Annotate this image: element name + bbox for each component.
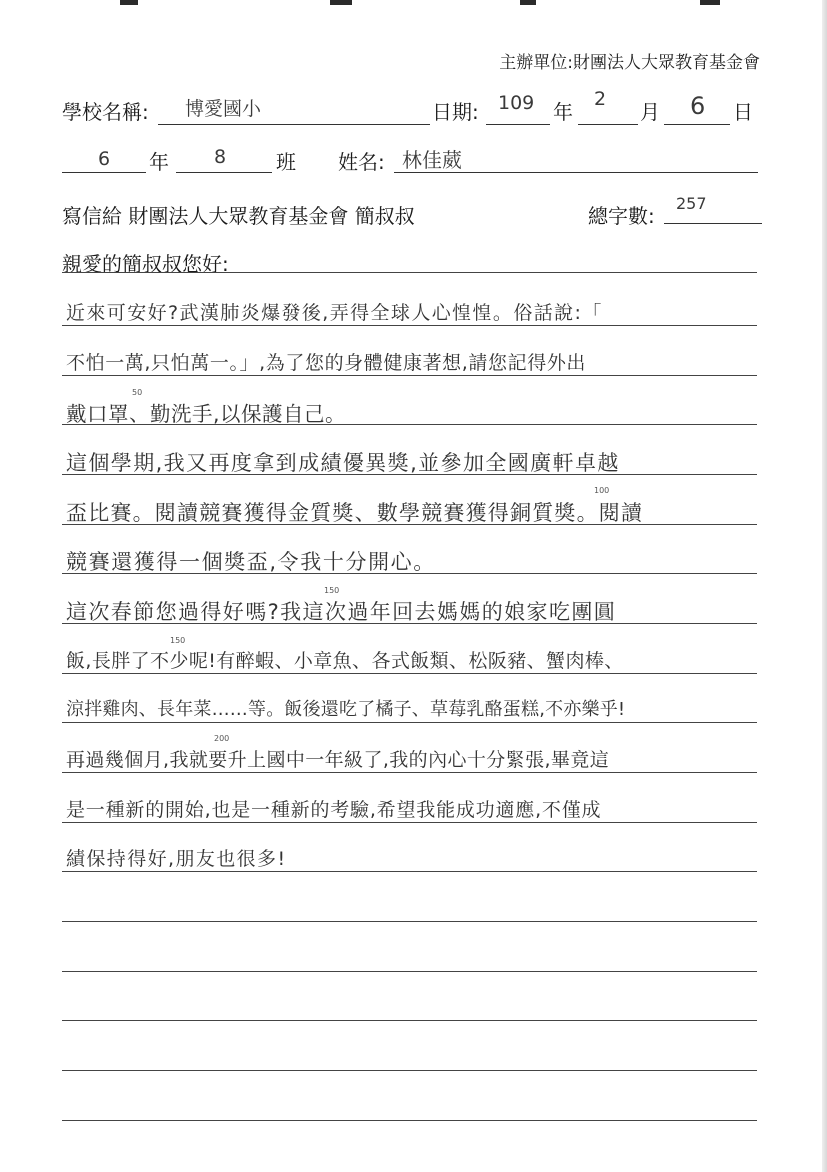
- year-value: 109: [498, 92, 535, 114]
- date-label: 日期:: [432, 100, 479, 124]
- class-value: 8: [214, 146, 227, 168]
- letter-line: 不怕一萬,只怕萬一。」,為了您的身體健康著想,請您記得外出: [66, 352, 587, 374]
- wordcount-underline: [664, 223, 762, 224]
- recipient-line: 寫信給 財團法人大眾教育基金會 簡叔叔: [62, 204, 415, 228]
- school-value: 博愛國小: [185, 98, 262, 120]
- count-mark: 100: [594, 486, 610, 495]
- ruled-line: [62, 971, 757, 972]
- letter-line: 這個學期,我又再度拿到成績優異獎,並參加全國廣軒卓越: [66, 451, 620, 475]
- year-underline: [486, 124, 550, 125]
- letter-line: 戴口罩、勤洗手,以保護自己。: [66, 402, 347, 426]
- grade-underline: [62, 172, 146, 173]
- month-value: 2: [594, 88, 607, 110]
- ruled-line: [62, 325, 757, 326]
- ruled-line: [62, 871, 757, 872]
- letter-line: 盃比賽。閱讀競賽獲得金質獎、數學競賽獲得銅質獎。閱讀: [66, 501, 644, 525]
- school-label: 學校名稱:: [62, 100, 149, 124]
- day-label: 日: [733, 100, 753, 124]
- ruled-line: [62, 1020, 757, 1021]
- ruled-line: [62, 722, 757, 723]
- day-value: 6: [690, 92, 706, 120]
- ruled-line: [62, 375, 757, 376]
- count-mark: 150: [170, 636, 186, 645]
- ruled-line: [62, 673, 757, 674]
- count-mark: 50: [132, 388, 143, 397]
- school-underline: [158, 124, 430, 125]
- count-mark: 200: [214, 734, 230, 743]
- scan-border: [0, 0, 827, 6]
- letter-line: 這次春節您過得好嗎?我這次過年回去媽媽的娘家吃團圓: [66, 600, 617, 624]
- ruled-line: [62, 921, 757, 922]
- scan-edge: [822, 0, 827, 1172]
- letter-line: 飯,長胖了不少呢!有醉蝦、小章魚、各式飯類、松阪豬、蟹肉棒、: [66, 650, 624, 672]
- count-mark: 150: [324, 586, 340, 595]
- letter-line: 競賽還獲得一個獎盃,令我十分開心。: [66, 550, 436, 574]
- class-underline: [176, 172, 272, 173]
- greeting-rule: [62, 272, 757, 273]
- organizer-label: 主辦單位:財團法人大眾教育基金會: [499, 53, 760, 73]
- letter-line: 績保持得好,朋友也很多!: [66, 848, 287, 870]
- letter-line: 近來可安好?武漢肺炎爆發後,弄得全球人心惶惶。俗話說:「: [66, 302, 603, 324]
- class-label: 班: [276, 150, 296, 174]
- wordcount-value: 257: [676, 194, 707, 213]
- grade-value: 6: [98, 148, 111, 170]
- month-label: 月: [640, 100, 660, 124]
- greeting: 親愛的簡叔叔您好:: [62, 252, 229, 276]
- year-label: 年: [553, 100, 573, 124]
- letter-line: 涼拌雞肉、長年菜……等。飯後還吃了橘子、草莓乳酪蛋糕,不亦樂乎!: [66, 699, 626, 720]
- grade-label: 年: [149, 150, 169, 174]
- month-underline: [578, 124, 638, 125]
- wordcount-label: 總字數:: [588, 204, 655, 228]
- name-label: 姓名:: [338, 150, 385, 174]
- ruled-line: [62, 1070, 757, 1071]
- day-underline: [664, 124, 730, 125]
- ruled-line: [62, 772, 757, 773]
- letter-line: 是一種新的開始,也是一種新的考驗,希望我能成功適應,不僅成: [66, 799, 602, 821]
- name-value: 林佳葳: [402, 148, 462, 172]
- ruled-line: [62, 1120, 757, 1121]
- ruled-line: [62, 822, 757, 823]
- letter-line: 再過幾個月,我就要升上國中一年級了,我的內心十分緊張,畢竟這: [66, 749, 610, 771]
